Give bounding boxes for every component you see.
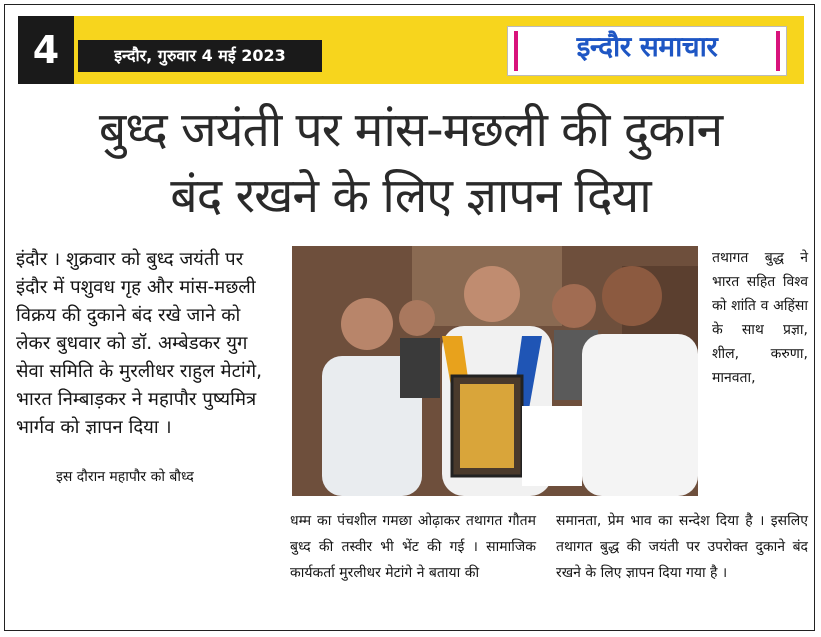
masthead-logo [507,26,787,76]
article-right-column: तथागत बुद्ध ने भारत सहित विश्व को शांति व अहिंसा के साथ प्रज्ञा, शील, करुणा, मानवता, [712,250,808,386]
left-column-text: इंदौर । शुक्रवार को बुध्द जयंती पर इंदौर में पशुवध गृह और मांस-मछली विक्रय की दुकाने बंद रखे जाने को लेकर बुधवार को डॉ. अम्बेडकर युग सेवा समिति के मुरलीधर राहुल मेटांगे, भारत निम्बाड़कर ने महापौर पुष्यमित्र भार्गव को ज्ञापन दिया । [16,249,262,438]
dateline: इन्दौर, गुरुवार 4 मई 2023 [78,40,322,72]
left-column-continuation: इस दौरान महापौर को बौध्द [56,469,194,485]
logo-bar-left [514,31,518,71]
headline-line-1: बुध्द जयंती पर मांस-मछली की दुकान [98,102,723,158]
masthead-text: इन्दौर समाचार [576,30,718,63]
news-photo [292,246,698,496]
photo-illustration [292,246,698,496]
logo-bar-right [776,31,780,71]
article-bottom-right: समानता, प्रेम भाव का सन्देश दिया है । इसलिए तथागत बुद्ध की जयंती पर उपरोक्त दुकाने बंद रखने के लिए ज्ञापन दिया गया है । [556,513,808,581]
headline-line-2: बंद रखने के लिए ज्ञापन दिया [170,168,651,224]
article-left-column [16,246,274,488]
page-number: 4 [18,16,74,84]
article-bottom-middle: धम्म का पंचशील गमछा ओढ़ाकर तथागत गौतम बुध्द की तस्वीर भी भेंट की गई । सामाजिक कार्यकर्ता मुरलीधर मेटांगे ने बताया की [290,513,536,581]
